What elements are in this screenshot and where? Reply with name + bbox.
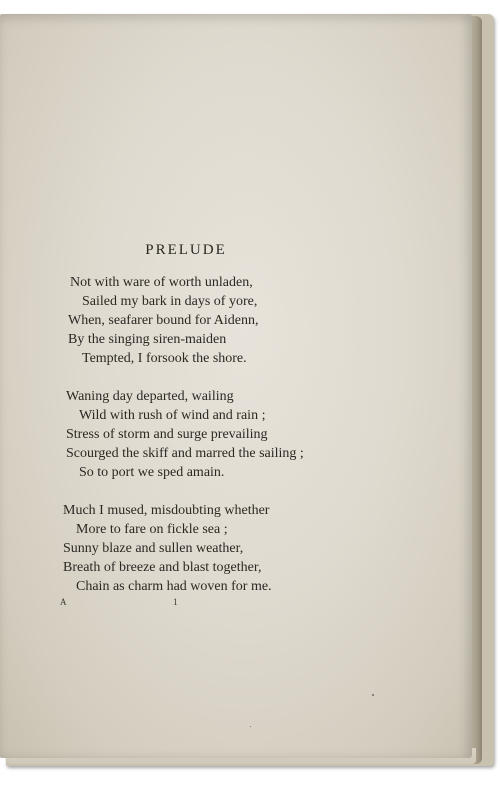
poem-line: Scourged the skiff and marred the sailing ;: [66, 446, 304, 461]
poem-line: Wild with rush of wind and rain ;: [79, 408, 266, 423]
poem-line: Tempted, I forsook the shore.: [82, 351, 247, 366]
signature-mark: A: [60, 597, 68, 607]
poem-line: So to port we sped amain.: [79, 465, 225, 480]
poem-line: Sailed my bark in days of yore,: [82, 294, 258, 309]
poem-line: Waning day departed, wailing: [66, 389, 234, 404]
poem-title: PRELUDE: [145, 242, 227, 258]
poem-line: Chain as charm had woven for me.: [76, 579, 272, 594]
paper-speck: [250, 726, 251, 727]
poem-line: Breath of breeze and blast together,: [63, 560, 262, 575]
poem-line: Sunny blaze and sullen weather,: [63, 541, 244, 556]
poem-line: Much I mused, misdoubting whether: [63, 503, 270, 518]
book-page: [0, 14, 472, 758]
poem-line: More to fare on fickle sea ;: [76, 522, 228, 537]
poem-line: Stress of storm and surge prevailing: [66, 427, 268, 442]
poem-line: Not with ware of worth unladen,: [70, 275, 253, 290]
poem-line: By the singing siren-maiden: [68, 332, 227, 347]
page-number: 1: [173, 597, 178, 607]
paper-speck: [372, 694, 374, 696]
poem-line: When, seafarer bound for Aidenn,: [68, 313, 259, 328]
